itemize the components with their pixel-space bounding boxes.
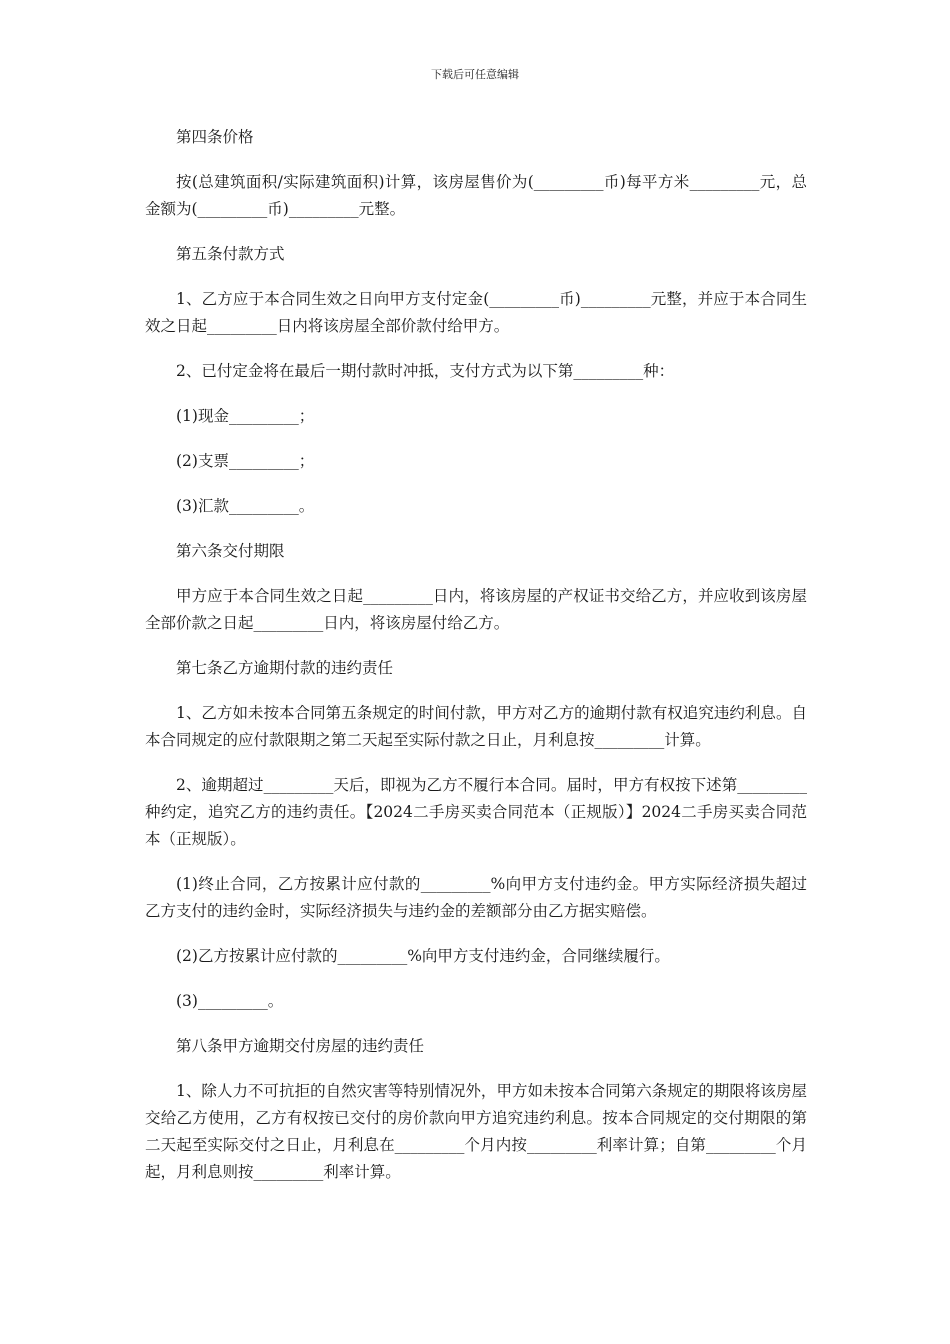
article-6-paragraph: 甲方应于本合同生效之日起_________日内，将该房屋的产权证书交给乙方，并应收到该房屋全部价款之日起_________日内，将该房屋付给乙方。: [145, 587, 807, 632]
article-5-heading: 第五条付款方式: [176, 245, 285, 263]
article-7-option-1: (1)终止合同，乙方按累计应付款的_________%向甲方支付违约金。甲方实际经济损失超过乙方支付的违约金时，实际经济损失与违约金的差额部分由乙方据实赔偿。: [145, 875, 807, 920]
article-8-clause-1: 1、除人力不可抗拒的自然灾害等特别情况外，甲方如未按本合同第六条规定的期限将该房屋交给乙方使用，乙方有权按已交付的房价款向甲方追究违约利息。按本合同规定的交付期限的第二天起至实际交付之日止，月利息在_________个月内按_________利率计算；自第_________个月起，月利息则按_________利率计算。: [145, 1082, 807, 1181]
article-7-option-3: (3)_________。: [176, 992, 284, 1010]
article-4-heading: 第四条价格: [176, 128, 254, 146]
payment-option-cash: (1)现金_________；: [176, 407, 315, 425]
article-5-clause-2: 2、已付定金将在最后一期付款时冲抵，支付方式为以下第_________种：: [176, 362, 675, 380]
article-6-heading: 第六条交付期限: [176, 542, 285, 560]
page-header-note: 下载后可任意编辑: [431, 68, 519, 81]
contract-body: [145, 124, 807, 1204]
payment-option-remittance: (3)汇款_________。: [176, 497, 315, 515]
article-7-heading: 第七条乙方逾期付款的违约责任: [176, 659, 394, 677]
article-8-heading: 第八条甲方逾期交付房屋的违约责任: [176, 1037, 425, 1055]
article-7-clause-2: 2、逾期超过_________天后，即视为乙方不履行本合同。届时，甲方有权按下述第_________种约定，追究乙方的违约责任。【2024二手房买卖合同范本（正规版）】2024二手房买卖合同范本（正规版）。: [145, 776, 807, 848]
article-4-price-paragraph: 按(总建筑面积/实际建筑面积)计算，该房屋售价为(_________币)每平方米_________元，总金额为(_________币)_________元整。: [145, 173, 807, 218]
article-5-clause-1: 1、乙方应于本合同生效之日向甲方支付定金(_________币)_________元整，并应于本合同生效之日起_________日内将该房屋全部价款付给甲方。: [145, 290, 807, 335]
article-7-clause-1: 1、乙方如未按本合同第五条规定的时间付款，甲方对乙方的逾期付款有权追究违约利息。自本合同规定的应付款限期之第二天起至实际付款之日止，月利息按_________计算。: [145, 704, 807, 749]
payment-option-check: (2)支票_________；: [176, 452, 315, 470]
article-7-option-2: (2)乙方按累计应付款的_________%向甲方支付违约金，合同继续履行。: [176, 947, 670, 965]
